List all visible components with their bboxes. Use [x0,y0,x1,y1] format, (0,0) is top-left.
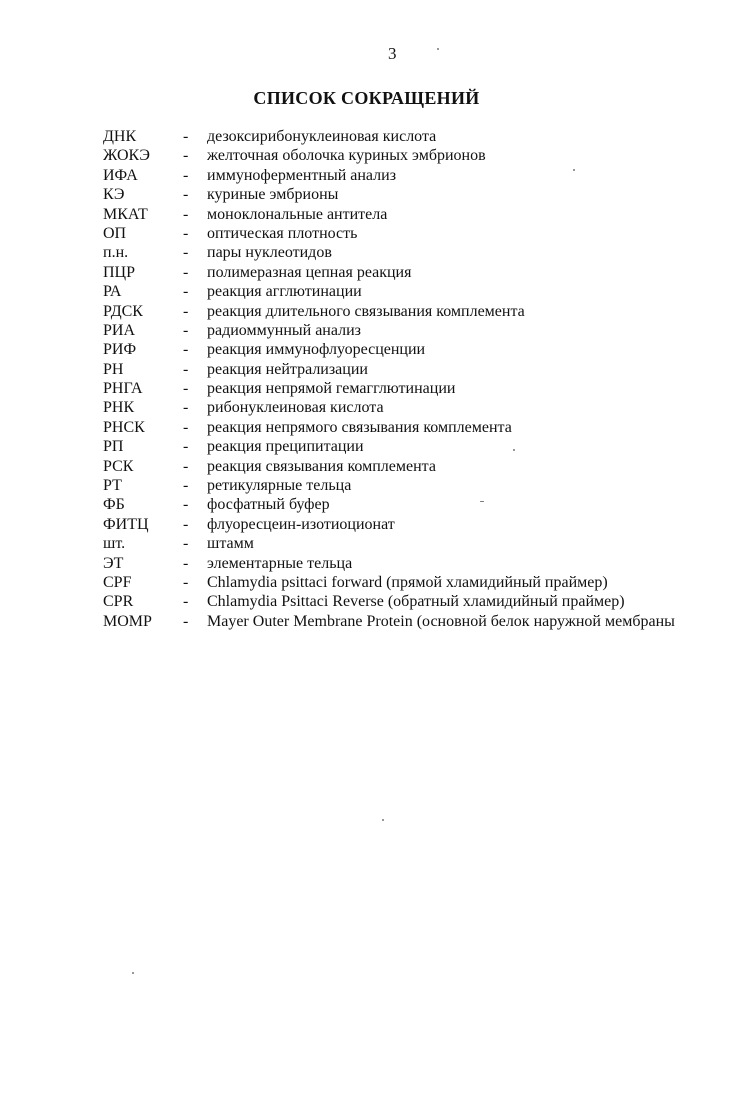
abbreviation: ЭТ [103,554,124,572]
definition: реакция непрямой гемагглютинации [207,380,456,398]
separator-dash: - [183,302,189,320]
list-item [103,263,698,282]
definition: реакция преципитации [207,438,364,456]
definition: моноклональные антитела [207,205,388,223]
abbreviation: ЖОКЭ [103,147,150,165]
definition: оптическая плотность [207,224,358,242]
separator-dash: - [183,438,189,456]
abbreviation: ДНК [103,128,137,145]
list-item [103,166,698,185]
separator-dash: - [183,496,189,514]
abbreviation: РИА [103,321,136,339]
abbreviation: МКАТ [103,205,148,223]
abbreviation: РН [103,360,124,378]
abbreviation: РНГА [103,380,143,398]
separator-dash: - [183,380,189,398]
separator-dash: - [183,573,189,591]
abbreviation: ИФА [103,166,138,184]
abbreviation: ПЦР [103,263,136,281]
list-item [103,534,698,553]
separator-dash: - [183,147,189,165]
abbreviation: РИФ [103,341,137,359]
definition: реакция длительного связывания комплемента [207,302,525,320]
separator-dash: - [183,166,189,184]
definition: полимеразная цепная реакция [207,263,412,281]
definition: реакция агглютинации [207,283,362,301]
definition: Mayer Outer Membrane Protein (основной белок наружной мембраны [207,612,675,630]
page-number: 3 [388,44,397,63]
list-item [103,418,698,437]
definition: Chlamydia psittaci forward (прямой хламидийный праймер) [207,573,608,591]
scan-speck [480,501,484,502]
scan-speck [132,972,134,974]
separator-dash: - [183,477,189,495]
scan-speck [513,449,515,451]
definition: реакция иммунофлуоресценции [207,341,426,359]
list-item [103,127,698,146]
separator-dash: - [183,418,189,436]
separator-dash: - [183,535,189,553]
abbreviation: РНСК [103,418,145,436]
abbreviation: ОП [103,224,127,242]
page-title: СПИСОК СОКРАЩЕНИЙ [253,88,480,108]
definition: элементарные тельца [207,554,353,572]
definition: куриные эмбрионы [207,186,339,204]
list-item [103,495,698,514]
list-item [103,185,698,204]
list-item [103,437,698,456]
abbreviation: КЭ [103,186,125,204]
separator-dash: - [183,186,189,204]
list-item [103,476,698,495]
list-item [103,612,698,631]
list-item [103,340,698,359]
definition: ретикулярные тельца [207,477,352,495]
list-item [103,360,698,379]
abbreviation: РСК [103,457,134,475]
separator-dash: - [183,515,189,533]
abbreviation: MOMP [103,612,152,630]
list-item [103,146,698,165]
abbreviation: п.н. [103,244,129,262]
definition: фосфатный буфер [207,496,330,514]
separator-dash: - [183,283,189,301]
definition: реакция нейтрализации [207,360,368,378]
list-item [103,515,698,534]
abbreviation: ФИТЦ [103,515,149,533]
abbreviation: РДСК [103,302,143,320]
definition: дезоксирибонуклеиновая кислота [207,128,437,145]
list-item [103,398,698,417]
separator-dash: - [183,612,189,630]
separator-dash: - [183,321,189,339]
definition: рибонуклеиновая кислота [207,399,384,417]
definition: желточная оболочка куриных эмбрионов [207,147,486,165]
list-item [103,282,698,301]
scan-speck [382,819,384,821]
definition: флуоресцеин-изотиоционат [207,515,395,533]
abbreviation: CPR [103,593,134,611]
separator-dash: - [183,593,189,611]
abbreviation: РТ [103,477,122,495]
definition: Chlamydia Psittaci Reverse (обратный хламидийный праймер) [207,593,625,611]
separator-dash: - [183,554,189,572]
list-item [103,205,698,224]
abbreviation: РП [103,438,124,456]
abbreviation: РА [103,283,122,301]
separator-dash: - [183,399,189,417]
list-item [103,379,698,398]
list-item [103,592,698,611]
separator-dash: - [183,128,189,145]
scan-speck [573,169,575,171]
definition: радиоммунный анализ [207,321,361,339]
abbreviation-list [103,127,698,631]
list-item [103,321,698,340]
abbreviation: ФБ [103,496,125,514]
definition: иммуноферментный анализ [207,166,397,184]
separator-dash: - [183,205,189,223]
list-item [103,573,698,592]
definition: реакция непрямого связывания комплемента [207,418,512,436]
list-item [103,302,698,321]
definition: штамм [207,535,254,553]
list-item [103,224,698,243]
abbreviation: РНК [103,399,135,417]
list-item [103,457,698,476]
separator-dash: - [183,341,189,359]
list-item [103,554,698,573]
abbreviation: CPF [103,573,132,591]
list-item [103,243,698,262]
scan-speck [437,48,439,50]
separator-dash: - [183,457,189,475]
abbreviation: шт. [103,535,126,553]
separator-dash: - [183,244,189,262]
definition: реакция связывания комплемента [207,457,436,475]
separator-dash: - [183,224,189,242]
separator-dash: - [183,360,189,378]
separator-dash: - [183,263,189,281]
definition: пары нуклеотидов [207,244,332,262]
